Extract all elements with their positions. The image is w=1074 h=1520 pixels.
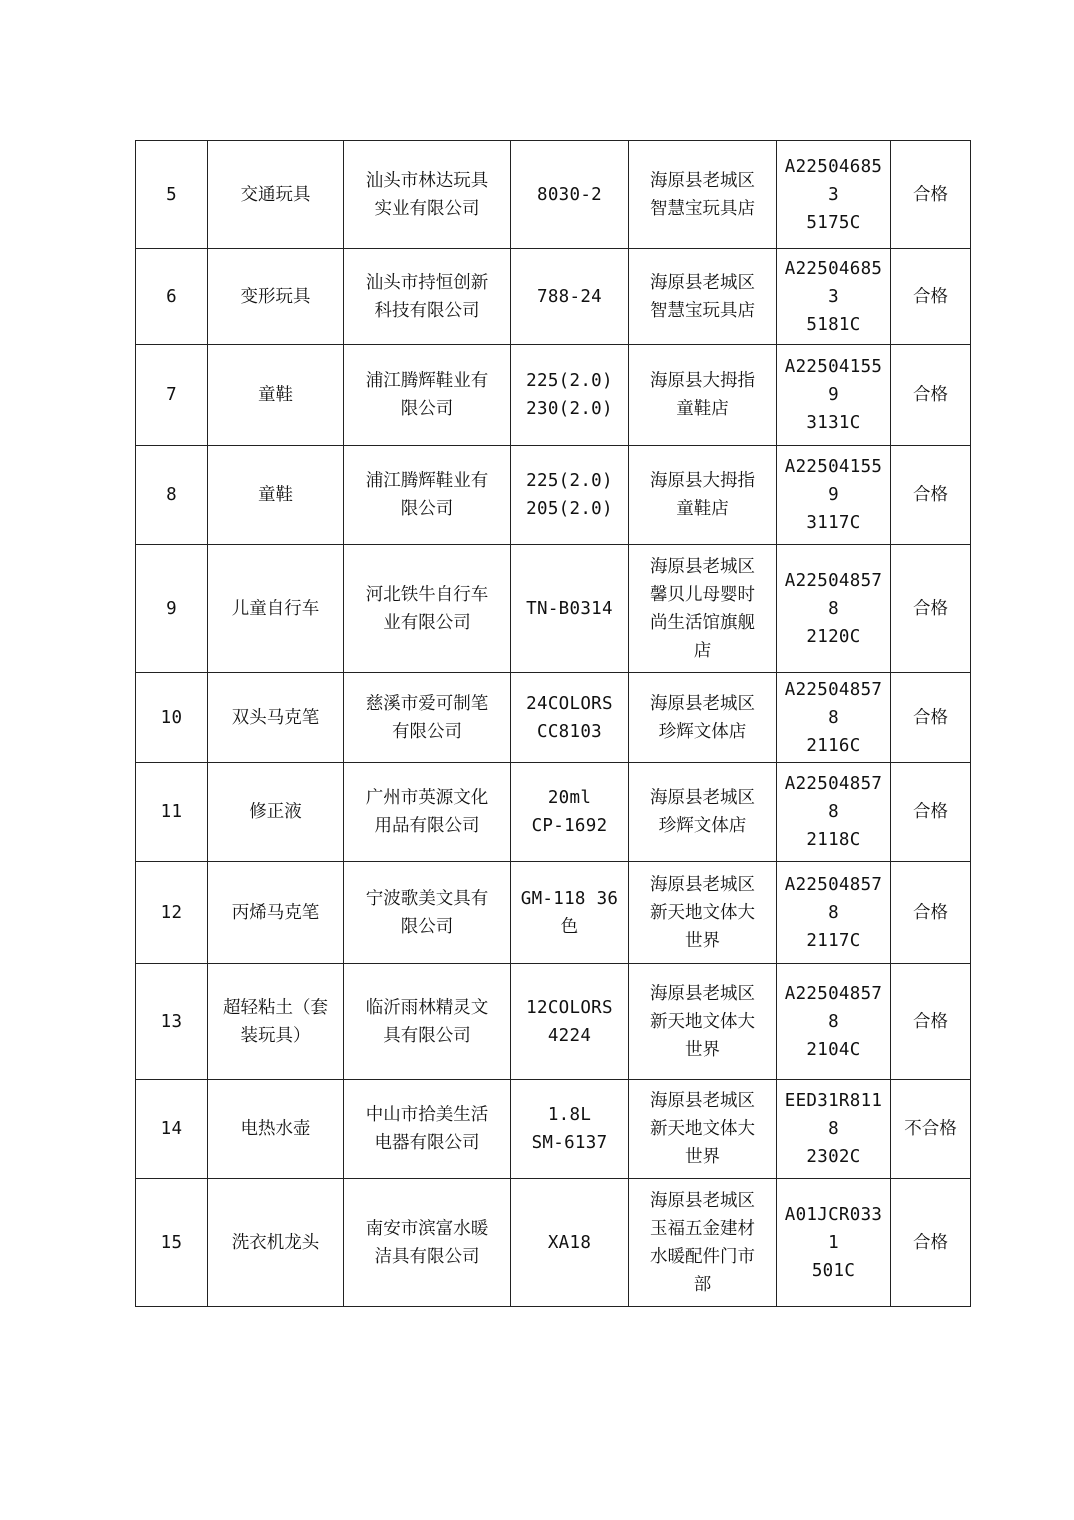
- table-row: [136, 141, 971, 249]
- model-spec-cell: [511, 345, 629, 446]
- manufacturer-cell: [344, 446, 511, 545]
- seller-line: 部: [693, 1274, 712, 1295]
- table-row: [136, 1080, 971, 1179]
- model-spec-line: 4224: [547, 1025, 592, 1046]
- product-name-line: 儿童自行车: [231, 598, 320, 619]
- table-row: [136, 249, 971, 345]
- model-spec-line: 788-24: [536, 286, 602, 307]
- model-spec-line: 230(2.0): [526, 399, 613, 419]
- seller-cell: [629, 1080, 777, 1179]
- seller-line: 童鞋店: [676, 499, 729, 519]
- product-name-line: 交通玩具: [240, 184, 311, 205]
- model-spec-line: XA18: [547, 1232, 592, 1253]
- result-cell: 合格: [891, 763, 971, 862]
- row-number-cell: 10: [136, 673, 208, 763]
- seller-line: 海原县老城区: [650, 1091, 755, 1111]
- manufacturer-line: 汕头市持恒创新: [365, 272, 489, 293]
- report-number-line: A225046853: [784, 258, 883, 307]
- result-cell: 合格: [891, 545, 971, 673]
- model-spec-cell: [511, 673, 629, 763]
- row-number-cell: 14: [136, 1080, 208, 1179]
- product-name-line: 修正液: [249, 802, 302, 822]
- report-number-line: A225041559: [784, 357, 883, 405]
- result-cell: 合格: [891, 862, 971, 964]
- seller-line: 世界: [685, 1039, 720, 1060]
- seller-line: 尚生活馆旗舰: [650, 612, 755, 633]
- row-number-cell: 5: [136, 141, 208, 249]
- seller-line: 海原县老城区: [650, 788, 755, 808]
- seller-line: 店: [693, 640, 712, 661]
- seller-line: 珍辉文体店: [658, 816, 747, 836]
- seller-cell: [629, 763, 777, 862]
- seller-cell: [629, 141, 777, 249]
- product-name-cell: [208, 446, 344, 545]
- manufacturer-line: 南安市滨富水暖: [365, 1218, 489, 1239]
- seller-line: 新天地文体大: [650, 1119, 755, 1139]
- product-name-cell: [208, 345, 344, 446]
- report-number-line: 2117C: [806, 930, 861, 951]
- product-name-line: 电热水壶: [240, 1119, 311, 1139]
- manufacturer-cell: [344, 1179, 511, 1307]
- result-cell: 合格: [891, 446, 971, 545]
- report-number-line: 2118C: [806, 830, 861, 850]
- product-name-line: 装玩具）: [240, 1025, 311, 1046]
- row-number-cell: 12: [136, 862, 208, 964]
- seller-line: 海原县老城区: [650, 983, 755, 1004]
- report-number-line: 5175C: [806, 212, 861, 233]
- product-name-line: 丙烯马克笔: [231, 902, 320, 923]
- product-name-cell: [208, 249, 344, 345]
- model-spec-line: GM-118 36: [520, 888, 619, 909]
- report-number-cell: [777, 345, 891, 446]
- manufacturer-cell: [344, 141, 511, 249]
- manufacturer-line: 用品有限公司: [374, 816, 480, 836]
- seller-line: 海原县老城区: [650, 1190, 755, 1211]
- seller-line: 智慧宝玩具店: [650, 300, 755, 321]
- report-number-line: A225048578: [784, 874, 883, 923]
- product-name-cell: [208, 673, 344, 763]
- product-name-cell: [208, 862, 344, 964]
- row-number-cell: 13: [136, 964, 208, 1080]
- table-row: [136, 446, 971, 545]
- row-number-cell: 15: [136, 1179, 208, 1307]
- manufacturer-cell: [344, 1080, 511, 1179]
- seller-line: 海原县老城区: [650, 874, 755, 895]
- seller-line: 海原县大拇指: [650, 471, 755, 491]
- row-number-cell: 7: [136, 345, 208, 446]
- model-spec-line: 12COLORS: [526, 997, 613, 1018]
- model-spec-cell: [511, 1179, 629, 1307]
- seller-line: 海原县老城区: [650, 272, 755, 293]
- model-spec-line: TN-B0314: [526, 598, 613, 619]
- manufacturer-line: 限公司: [400, 916, 454, 937]
- table-row: [136, 1179, 971, 1307]
- seller-cell: [629, 1179, 777, 1307]
- product-name-cell: [208, 1179, 344, 1307]
- manufacturer-cell: [344, 763, 511, 862]
- seller-line: 新天地文体大: [650, 1011, 755, 1032]
- report-number-cell: [777, 673, 891, 763]
- seller-line: 水暖配件门市: [650, 1246, 755, 1267]
- report-number-line: 2302C: [806, 1147, 861, 1167]
- report-number-cell: [777, 1080, 891, 1179]
- table-row: [136, 545, 971, 673]
- product-name-cell: [208, 763, 344, 862]
- report-number-line: 5181C: [806, 314, 861, 335]
- seller-line: 世界: [685, 1147, 720, 1167]
- report-number-line: 2116C: [806, 735, 861, 756]
- table-body: [136, 141, 971, 1307]
- model-spec-line: 225(2.0): [526, 471, 613, 491]
- model-spec-cell: [511, 964, 629, 1080]
- manufacturer-line: 浦江腾辉鞋业有: [365, 371, 489, 391]
- report-number-cell: [777, 446, 891, 545]
- seller-cell: [629, 673, 777, 763]
- seller-line: 馨贝儿母婴时: [650, 584, 755, 605]
- manufacturer-line: 慈溪市爱可制笔: [365, 693, 489, 714]
- table-row: [136, 673, 971, 763]
- seller-line: 世界: [685, 930, 720, 951]
- product-name-line: 童鞋: [258, 485, 293, 505]
- table-row: [136, 763, 971, 862]
- manufacturer-line: 汕头市林达玩具: [365, 170, 489, 191]
- manufacturer-line: 电器有限公司: [374, 1133, 480, 1153]
- manufacturer-line: 实业有限公司: [374, 198, 480, 219]
- model-spec-line: 1.8L: [547, 1105, 592, 1125]
- seller-line: 海原县老城区: [650, 693, 755, 714]
- product-name-line: 洗衣机龙头: [231, 1232, 320, 1253]
- report-number-line: A225048578: [784, 679, 883, 728]
- row-number-cell: 8: [136, 446, 208, 545]
- product-name-cell: [208, 141, 344, 249]
- inspection-results-table: [135, 140, 971, 1307]
- result-cell: 合格: [891, 345, 971, 446]
- seller-line: 海原县老城区: [650, 556, 755, 577]
- model-spec-cell: [511, 763, 629, 862]
- manufacturer-line: 具有限公司: [383, 1025, 471, 1046]
- table-row: [136, 345, 971, 446]
- seller-line: 新天地文体大: [650, 902, 755, 923]
- result-cell: 合格: [891, 1179, 971, 1307]
- report-number-line: 3131C: [806, 413, 861, 433]
- report-number-cell: [777, 763, 891, 862]
- seller-cell: [629, 249, 777, 345]
- row-number-cell: 9: [136, 545, 208, 673]
- model-spec-line: 20ml: [547, 788, 592, 808]
- result-cell: 不合格: [891, 1080, 971, 1179]
- model-spec-cell: [511, 446, 629, 545]
- seller-cell: [629, 964, 777, 1080]
- manufacturer-line: 业有限公司: [383, 612, 471, 633]
- model-spec-line: SM-6137: [531, 1133, 608, 1153]
- seller-line: 玉福五金建材: [650, 1218, 755, 1239]
- model-spec-cell: [511, 1080, 629, 1179]
- table-row: [136, 862, 971, 964]
- report-number-line: 3117C: [806, 513, 861, 533]
- manufacturer-line: 科技有限公司: [374, 300, 480, 321]
- table-row: [136, 964, 971, 1080]
- manufacturer-line: 限公司: [400, 499, 454, 519]
- model-spec-cell: [511, 141, 629, 249]
- report-number-line: 2120C: [806, 626, 861, 647]
- model-spec-line: CP-1692: [531, 816, 608, 836]
- report-number-cell: [777, 545, 891, 673]
- report-number-line: EED31R8118: [784, 1091, 883, 1139]
- manufacturer-line: 有限公司: [392, 721, 462, 742]
- model-spec-line: 色: [560, 916, 579, 937]
- seller-line: 珍辉文体店: [658, 721, 747, 742]
- seller-cell: [629, 545, 777, 673]
- report-number-line: A225041559: [784, 457, 883, 505]
- report-number-line: A01JCR0331: [784, 1204, 883, 1253]
- row-number-cell: 6: [136, 249, 208, 345]
- seller-cell: [629, 446, 777, 545]
- report-number-cell: [777, 141, 891, 249]
- report-number-cell: [777, 1179, 891, 1307]
- manufacturer-line: 中山市拾美生活: [365, 1105, 489, 1125]
- manufacturer-line: 宁波歌美文具有: [365, 888, 489, 909]
- product-name-line: 双头马克笔: [231, 707, 320, 728]
- seller-cell: [629, 862, 777, 964]
- report-number-cell: [777, 964, 891, 1080]
- seller-line: 海原县老城区: [650, 170, 755, 191]
- manufacturer-line: 河北铁牛自行车: [365, 584, 489, 605]
- product-name-cell: [208, 545, 344, 673]
- product-name-line: 超轻粘土（套: [223, 997, 328, 1018]
- model-spec-cell: [511, 249, 629, 345]
- manufacturer-line: 限公司: [400, 399, 454, 419]
- model-spec-line: CC8103: [536, 721, 602, 742]
- result-cell: 合格: [891, 673, 971, 763]
- manufacturer-cell: [344, 964, 511, 1080]
- result-cell: 合格: [891, 141, 971, 249]
- report-number-cell: [777, 249, 891, 345]
- manufacturer-line: 浦江腾辉鞋业有: [365, 471, 489, 491]
- manufacturer-cell: [344, 545, 511, 673]
- report-number-line: A225048578: [784, 774, 883, 822]
- manufacturer-cell: [344, 862, 511, 964]
- report-number-cell: [777, 862, 891, 964]
- model-spec-line: 225(2.0): [526, 371, 613, 391]
- manufacturer-line: 临沂雨林精灵文: [365, 997, 489, 1018]
- manufacturer-line: 洁具有限公司: [374, 1246, 480, 1267]
- model-spec-line: 205(2.0): [526, 499, 613, 519]
- report-number-line: A225046853: [784, 156, 883, 205]
- seller-line: 智慧宝玩具店: [650, 198, 755, 219]
- manufacturer-line: 广州市英源文化: [365, 788, 489, 808]
- manufacturer-cell: [344, 345, 511, 446]
- model-spec-cell: [511, 545, 629, 673]
- report-number-line: A225048578: [784, 983, 883, 1032]
- manufacturer-cell: [344, 249, 511, 345]
- result-cell: 合格: [891, 249, 971, 345]
- product-name-line: 变形玩具: [240, 286, 311, 307]
- report-number-line: 501C: [811, 1260, 856, 1281]
- seller-cell: [629, 345, 777, 446]
- product-name-line: 童鞋: [258, 385, 293, 405]
- model-spec-cell: [511, 862, 629, 964]
- model-spec-line: 24COLORS: [526, 693, 613, 714]
- report-number-line: 2104C: [806, 1039, 861, 1060]
- model-spec-line: 8030-2: [536, 184, 602, 205]
- row-number-cell: 11: [136, 763, 208, 862]
- result-cell: 合格: [891, 964, 971, 1080]
- report-number-line: A225048578: [784, 570, 883, 619]
- product-name-cell: [208, 964, 344, 1080]
- manufacturer-cell: [344, 673, 511, 763]
- seller-line: 童鞋店: [676, 399, 729, 419]
- product-name-cell: [208, 1080, 344, 1179]
- seller-line: 海原县大拇指: [650, 371, 755, 391]
